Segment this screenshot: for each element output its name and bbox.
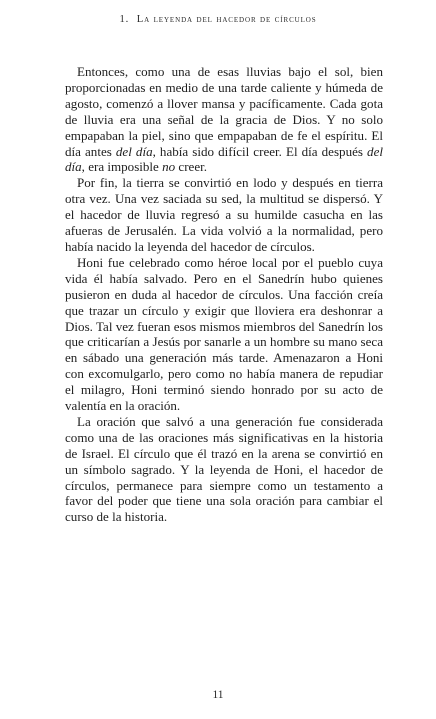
italic-del-dia-2: del día: [65, 143, 383, 175]
italic-no: no: [162, 159, 176, 175]
paragraph-1-part-d: creer.: [175, 159, 208, 175]
running-header: [0, 14, 436, 25]
page-number: 11: [212, 689, 224, 701]
paragraph-1-part-b: , había sido difícil creer. El día después: [152, 143, 368, 159]
paragraph-1: [65, 64, 383, 175]
paragraph-3: Honi fue celebrado como héroe local por el pueblo cuya vida él había salvado. Pero en el Sanedrín hubo quienes pusieron en duda al hacedor de círculos. Una facción creía que trazar un círculo y exigir que lloviera era deshonrar a Dios. Tal vez fueran esos mismos miembros del Sanedrín los que criticarían a Jesús por sanarle a un hombre su mano seca en sábado una generación más tarde. Amenazaron a Honi con excomulgarlo, pero como no había manera de repudiar el milagro, Honi terminó siendo honrado por su acto de valentía en la oración.: [65, 254, 383, 414]
paragraph-1-part-c: , era imposible: [81, 159, 163, 175]
paragraph-2: Por fin, la tierra se convirtió en lodo y después en tierra otra vez. Una vez saciada su sed, la multitud se dispersó. Y el hacedor de lluvia regresó a su humilde casucha en las afueras de Jerusalén. La vida volvió a la normalidad, pero había nacido la leyenda del hacedor de círculos.: [65, 175, 383, 254]
paragraph-4: La oración que salvó a una generación fue considerada como una de las oraciones más significativas en la historia de Israel. El círculo que él trazó en la arena se convirtió en un símbolo sagrado. Y la leyenda de Honi, el hacedor de círculos, permanece para siempre como un testamento a favor del poder que tiene una sola oración para cambiar el curso de la historia.: [65, 413, 383, 525]
body-text: [65, 64, 383, 525]
paragraph-1-part-a: Entonces, como una de esas lluvias bajo el sol, bien proporcionadas en medio de una tarde caliente y húmeda de agosto, comenzó a llover mansa y pacíficamente. Cada gota de lluvia era una señal de la gracia de Dios. Y no solo empapaban la piel, sino que empapaban de fe el espíritu. El día antes: [65, 64, 383, 159]
chapter-number: 1.: [119, 14, 130, 25]
italic-del-dia-1: del día: [115, 143, 153, 159]
chapter-title: La leyenda del hacedor de círculos: [136, 14, 317, 25]
